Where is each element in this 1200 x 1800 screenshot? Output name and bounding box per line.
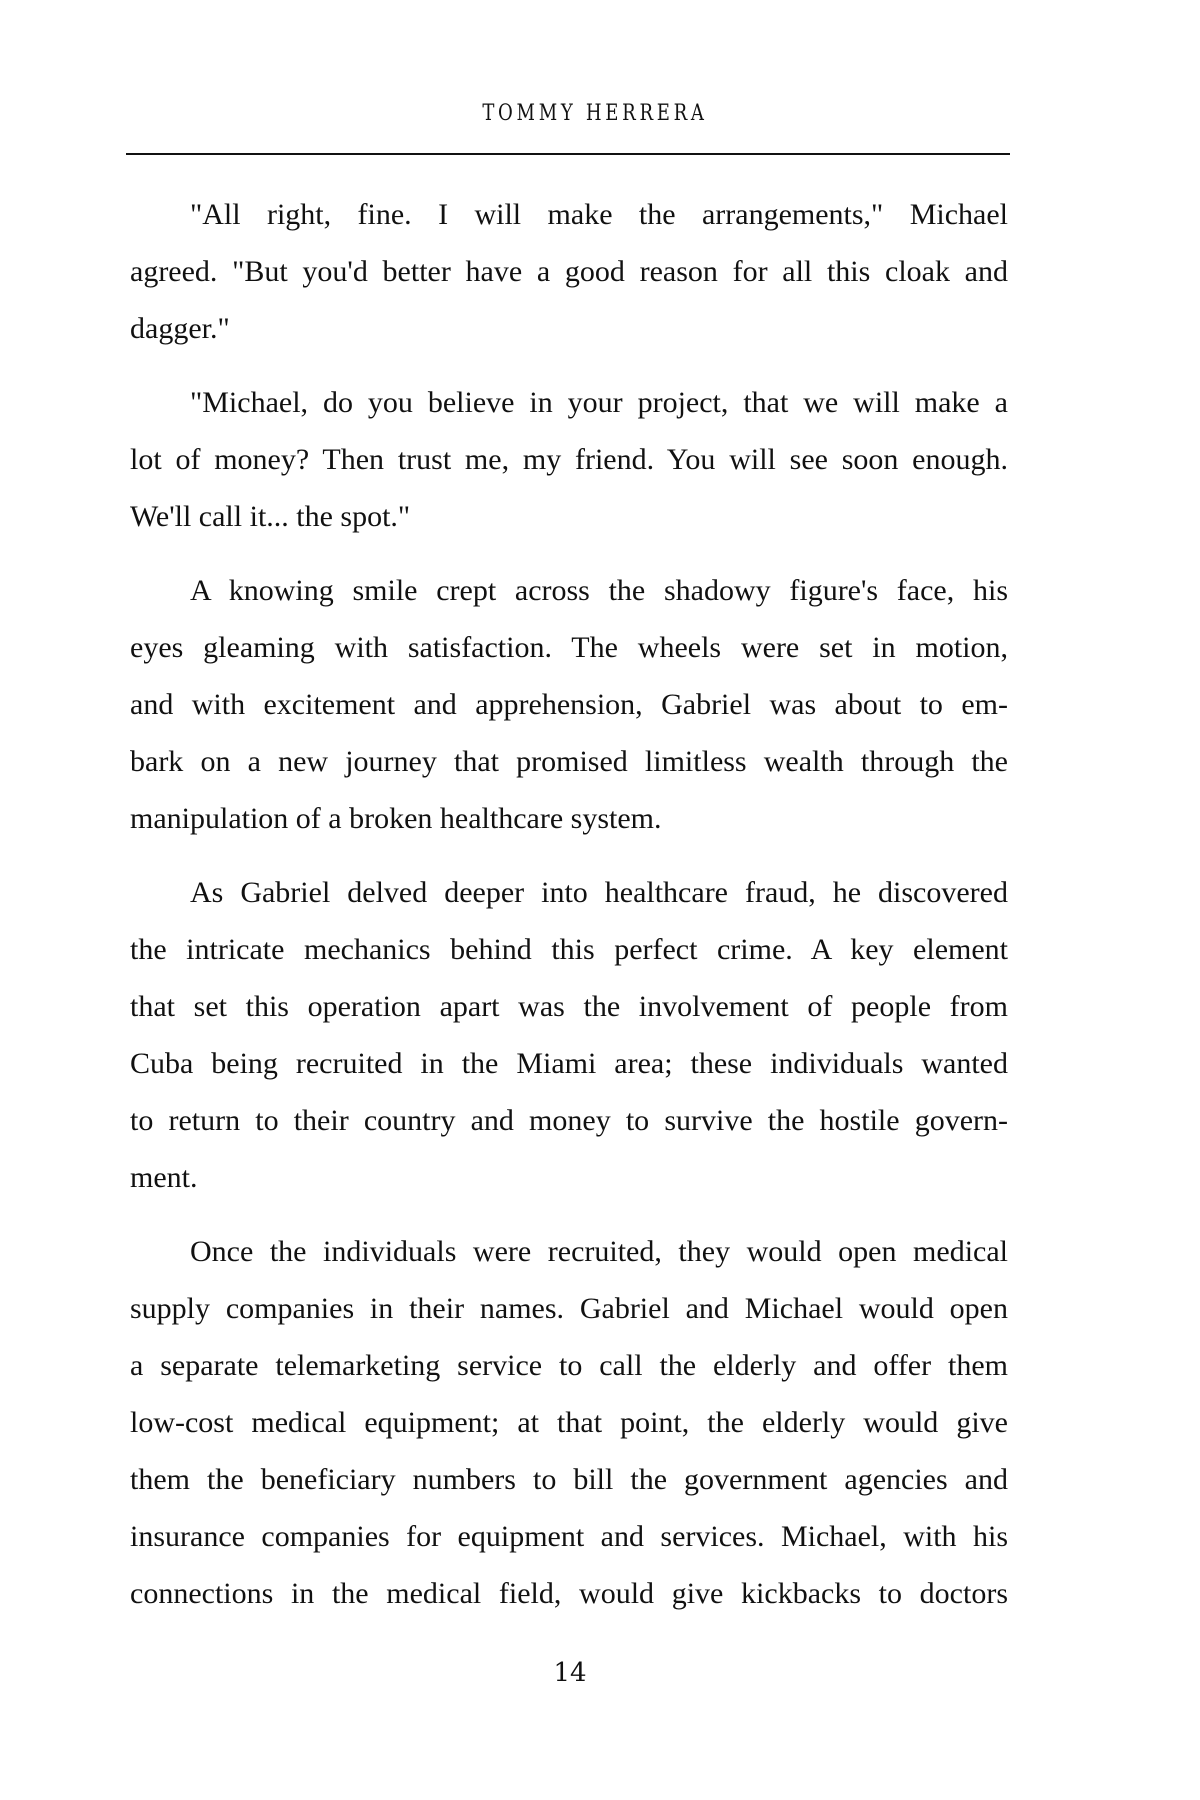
text-line: supply companies in their names. Gabriel and Michael would open <box>130 1292 1008 1325</box>
text-line: As Gabriel delved deeper into healthcare fraud, he discovered <box>190 876 1008 909</box>
text-line: agreed. "But you'd better have a good reason for all this cloak and <box>130 255 1008 288</box>
text-line: "Michael, do you believe in your project, that we will make a <box>190 386 1008 419</box>
text-line: Once the individuals were recruited, they would open medical <box>190 1235 1008 1268</box>
paragraph <box>130 864 1008 1206</box>
paragraph <box>130 562 1008 847</box>
text-line: A knowing smile crept across the shadowy figure's face, his <box>190 574 1008 607</box>
text-line: and with excitement and apprehension, Gabriel was about to em- <box>130 688 1008 721</box>
text-line: that set this operation apart was the involvement of people from <box>130 990 1008 1023</box>
header-rule <box>126 153 1010 155</box>
paragraph <box>130 374 1008 545</box>
paragraph <box>130 186 1008 357</box>
text-line: bark on a new journey that promised limitless wealth through the <box>130 745 1008 778</box>
text-line: dagger." <box>130 312 230 345</box>
text-line: Cuba being recruited in the Miami area; these individuals wanted <box>130 1047 1008 1080</box>
text-line: lot of money? Then trust me, my friend. You will see soon enough. <box>130 443 1008 476</box>
body-text <box>130 186 1008 1639</box>
page-number: 14 <box>553 1658 587 1688</box>
paragraph <box>130 1223 1008 1622</box>
text-line: a separate telemarketing service to call the elderly and offer them <box>130 1349 1008 1382</box>
text-line: connections in the medical field, would give kickbacks to doctors <box>130 1577 1008 1610</box>
running-head-author: TOMMY HERRERA <box>482 101 708 126</box>
text-line: eyes gleaming with satisfaction. The wheels were set in motion, <box>130 631 1008 664</box>
text-line: low-cost medical equipment; at that point, the elderly would give <box>130 1406 1008 1439</box>
text-line: to return to their country and money to survive the hostile govern- <box>130 1104 1008 1137</box>
text-line: We'll call it... the spot." <box>130 500 411 533</box>
text-line: insurance companies for equipment and services. Michael, with his <box>130 1520 1008 1553</box>
text-line: them the beneficiary numbers to bill the government agencies and <box>130 1463 1008 1496</box>
text-line: manipulation of a broken healthcare system. <box>130 802 662 835</box>
text-line: "All right, fine. I will make the arrangements," Michael <box>190 198 1008 231</box>
text-line: the intricate mechanics behind this perfect crime. A key element <box>130 933 1008 966</box>
text-line: ment. <box>130 1161 198 1194</box>
